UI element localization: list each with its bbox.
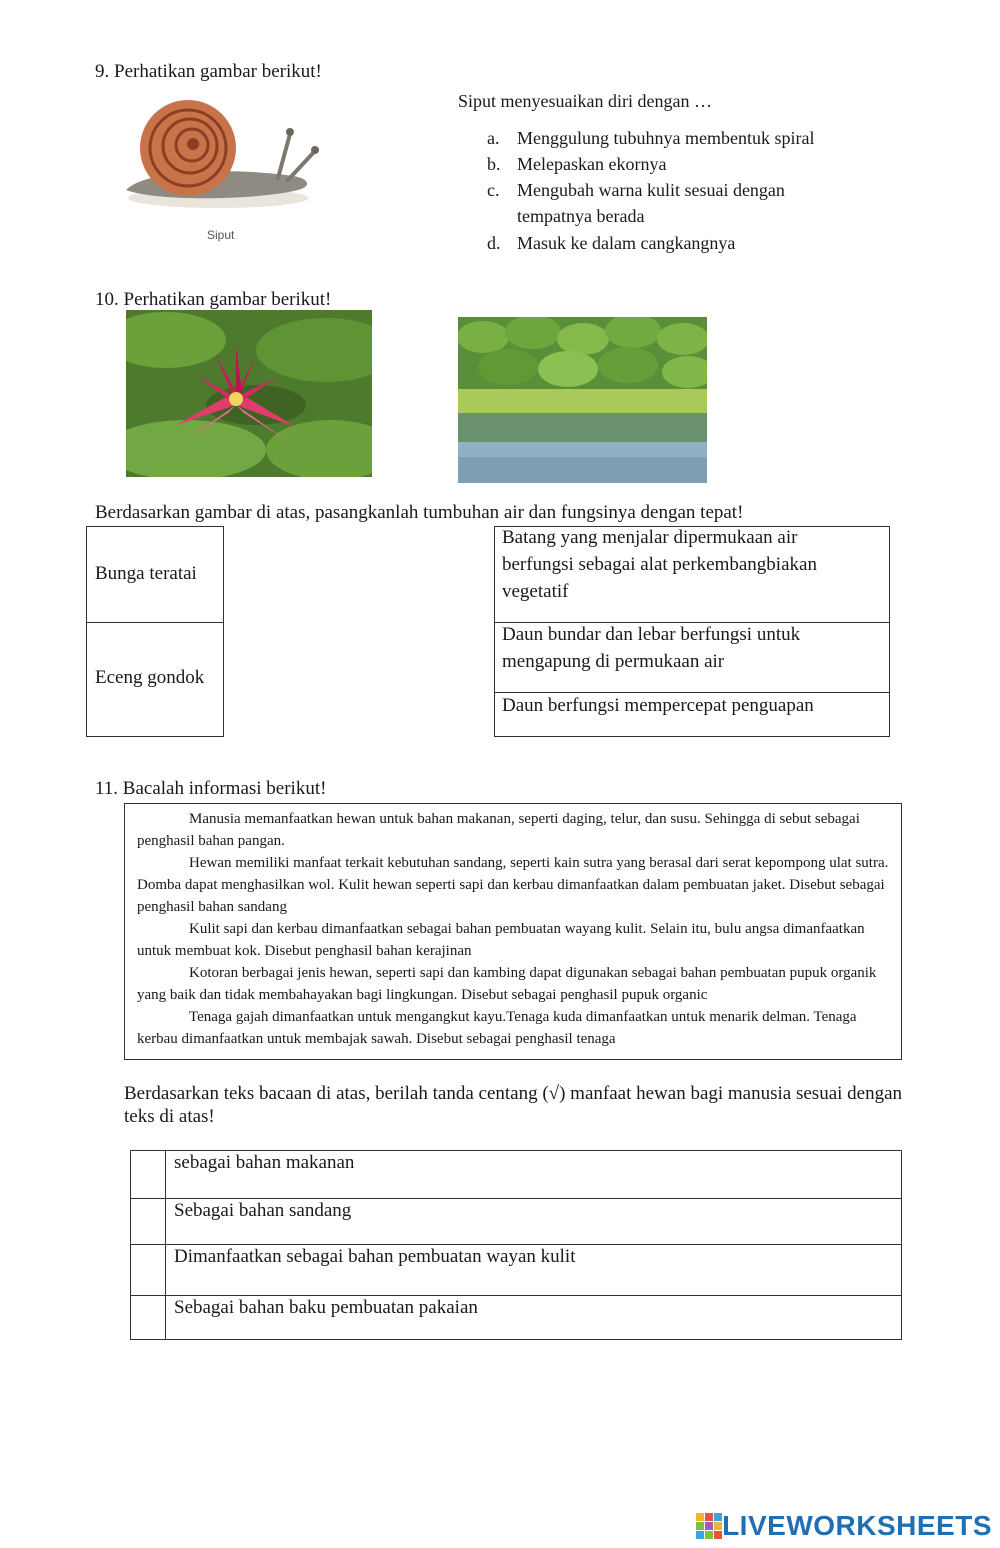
option-text: Melepaskan ekornya	[517, 154, 667, 174]
reading-paragraph: Manusia memanfaatkan hewan untuk bahan makanan, seperti daging, telur, dan susu. Sehingga di sebut sebagai penghasil bahan pangan.	[137, 811, 860, 849]
checkbox-cell-3[interactable]	[131, 1245, 165, 1295]
water-hyacinth-image	[458, 317, 707, 483]
lotus-image	[126, 310, 372, 477]
reading-paragraph: Kulit sapi dan kerbau dimanfaatkan sebagai bahan pembuatan wayang kulit. Selain itu, bulu angsa dimanfaatkan untuk membuat kok. Disebut penghasil bahan kerajinan	[137, 921, 865, 959]
option-b[interactable]	[487, 151, 814, 177]
snail-caption: Siput	[207, 228, 235, 242]
logo-icon	[696, 1513, 722, 1539]
match-left-teratai[interactable]: Bunga teratai	[95, 563, 197, 584]
option-text: tempatnya berada	[517, 206, 645, 226]
reading-text	[137, 808, 892, 1050]
match-right-2[interactable]	[502, 621, 800, 675]
option-letter	[487, 203, 517, 229]
q9-title: 9. Perhatikan gambar berikut!	[95, 61, 322, 82]
match-right-line: Daun bundar dan lebar berfungsi untuk	[502, 624, 801, 645]
checklist-row-2: Sebagai bahan sandang	[174, 1200, 352, 1221]
match-right-3[interactable]	[502, 692, 814, 719]
logo-text: LIVEWORKSHEETS	[722, 1510, 992, 1541]
checklist-row-4: Sebagai bahan baku pembuatan pakaian	[174, 1297, 478, 1318]
q11-title: 11. Bacalah informasi berikut!	[95, 778, 327, 799]
option-c[interactable]	[487, 177, 814, 203]
q10-title: 10. Perhatikan gambar berikut!	[95, 289, 332, 310]
liveworksheets-logo[interactable]	[696, 1510, 992, 1542]
match-right-line: vegetatif	[502, 581, 569, 602]
option-d[interactable]	[487, 230, 814, 256]
checkbox-cell-1[interactable]	[131, 1151, 165, 1198]
option-letter: c.	[487, 180, 500, 200]
reading-paragraph: Hewan memiliki manfaat terkait kebutuhan sandang, seperti kain sutra yang berasal dari serat kepompong ulat sutra. Domba dapat menghasilkan wol. Kulit hewan seperti sapi dan kerbau dimanfaatkan dalam pembuatan jaket. Disebut sebagai penghasil bahan sandang	[137, 855, 889, 915]
checklist-row-1: sebagai bahan makanan	[174, 1152, 355, 1173]
option-letter: b.	[487, 154, 501, 174]
checkbox-cell-2[interactable]	[131, 1199, 165, 1244]
q10-instruction: Berdasarkan gambar di atas, pasangkanlah tumbuhan air dan fungsinya dengan tepat!	[95, 502, 744, 523]
match-right-line: mengapung di permukaan air	[502, 651, 725, 672]
q10-left-column	[86, 526, 224, 737]
option-text: Menggulung tubuhnya membentuk spiral	[517, 128, 815, 148]
instruction-line: teks di atas!	[124, 1106, 215, 1127]
q11-instruction	[124, 1080, 902, 1130]
divider	[86, 622, 224, 623]
match-right-line: Daun berfungsi mempercepat penguapan	[502, 695, 814, 716]
q9-question: Siput menyesuaikan diri dengan …	[458, 91, 712, 111]
option-letter: a.	[487, 128, 500, 148]
checklist-row-3: Dimanfaatkan sebagai bahan pembuatan wayan kulit	[174, 1246, 576, 1267]
checkbox-cell-4[interactable]	[131, 1296, 165, 1339]
match-left-eceng-gondok[interactable]: Eceng gondok	[95, 667, 205, 688]
snail-image	[118, 98, 328, 218]
match-right-line: Batang yang menjalar dipermukaan air	[502, 527, 798, 548]
divider	[165, 1150, 166, 1340]
q9-options	[487, 125, 814, 256]
match-right-1[interactable]	[502, 524, 817, 605]
reading-paragraph: Tenaga gajah dimanfaatkan untuk mengangkut kayu.Tenaga kuda dimanfaatkan untuk menarik delman. Tenaga kerbau dimanfaatkan untuk membajak sawah. Disebut sebagai penghasil tenaga	[137, 1009, 857, 1047]
reading-paragraph: Kotoran berbagai jenis hewan, seperti sapi dan kambing dapat digunakan sebagai bahan pembuatan pupuk organik yang baik dan tidak membahayakan bagi lingkungan. Disebut sebagai penghasil pupuk organic	[137, 965, 877, 1003]
option-text: Mengubah warna kulit sesuai dengan	[517, 180, 785, 200]
option-letter: d.	[487, 233, 501, 253]
option-c-continued	[487, 203, 814, 229]
option-a[interactable]	[487, 125, 814, 151]
match-right-line: berfungsi sebagai alat perkembangbiakan	[502, 554, 817, 575]
option-text: Masuk ke dalam cangkangnya	[517, 233, 736, 253]
instruction-line: Berdasarkan teks bacaan di atas, berilah tanda centang (√) manfaat hewan bagi manusia sesuai dengan	[124, 1083, 903, 1104]
